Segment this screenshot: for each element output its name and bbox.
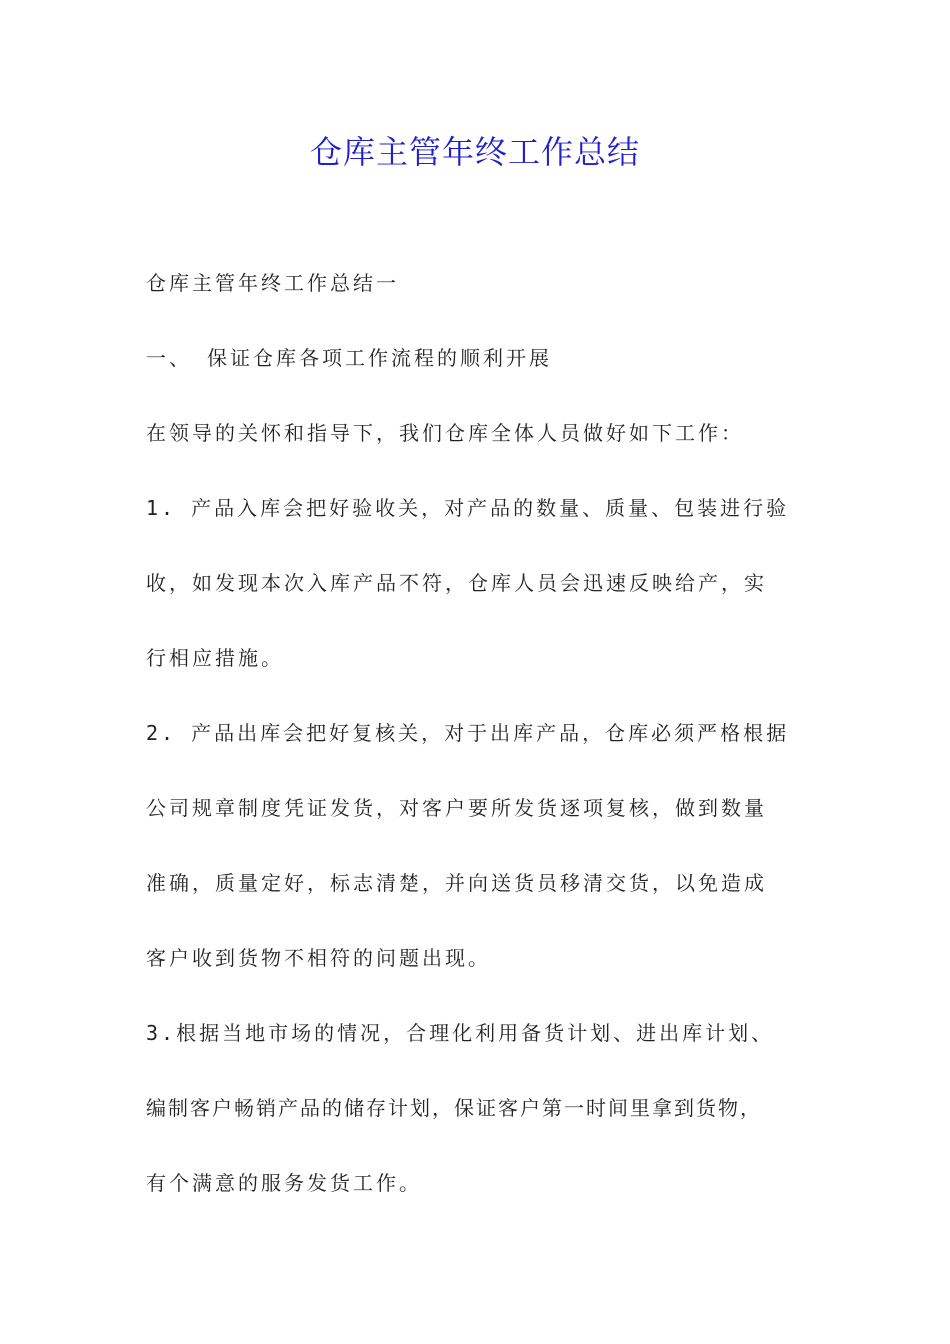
item2-line: 客户收到货物不相符的问题出现。 <box>146 946 491 970</box>
section-heading: 一、 保证仓库各项工作流程的顺利开展 <box>146 346 553 370</box>
item3-line: 有个满意的服务发货工作。 <box>146 1171 422 1195</box>
item1-line: 1. 产品入库会把好验收关，对产品的数量、质量、包装进行验 <box>146 496 790 520</box>
item2-line: 公司规章制度凭证发货，对客户要所发货逐项复核，做到数量 <box>146 796 767 820</box>
item2-line: 2. 产品出库会把好复核关，对于出库产品，仓库必须严格根据 <box>146 721 790 745</box>
item1-line: 收，如发现本次入库产品不符，仓库人员会迅速反映给产，实 <box>146 571 767 595</box>
intro-paragraph: 在领导的关怀和指导下，我们仓库全体人员做好如下工作： <box>146 421 744 445</box>
subtitle: 仓库主管年终工作总结一 <box>146 271 399 295</box>
item1-line: 行相应措施。 <box>146 646 284 670</box>
item2-line: 准确，质量定好，标志清楚，并向送货员移清交货，以免造成 <box>146 871 767 895</box>
item3-line: 3.根据当地市场的情况，合理化利用备货计划、进出库计划、 <box>146 1021 775 1045</box>
item3-line: 编制客户畅销产品的储存计划，保证客户第一时间里拿到货物， <box>146 1096 762 1120</box>
document-title: 仓库主管年终工作总结 <box>309 133 640 171</box>
